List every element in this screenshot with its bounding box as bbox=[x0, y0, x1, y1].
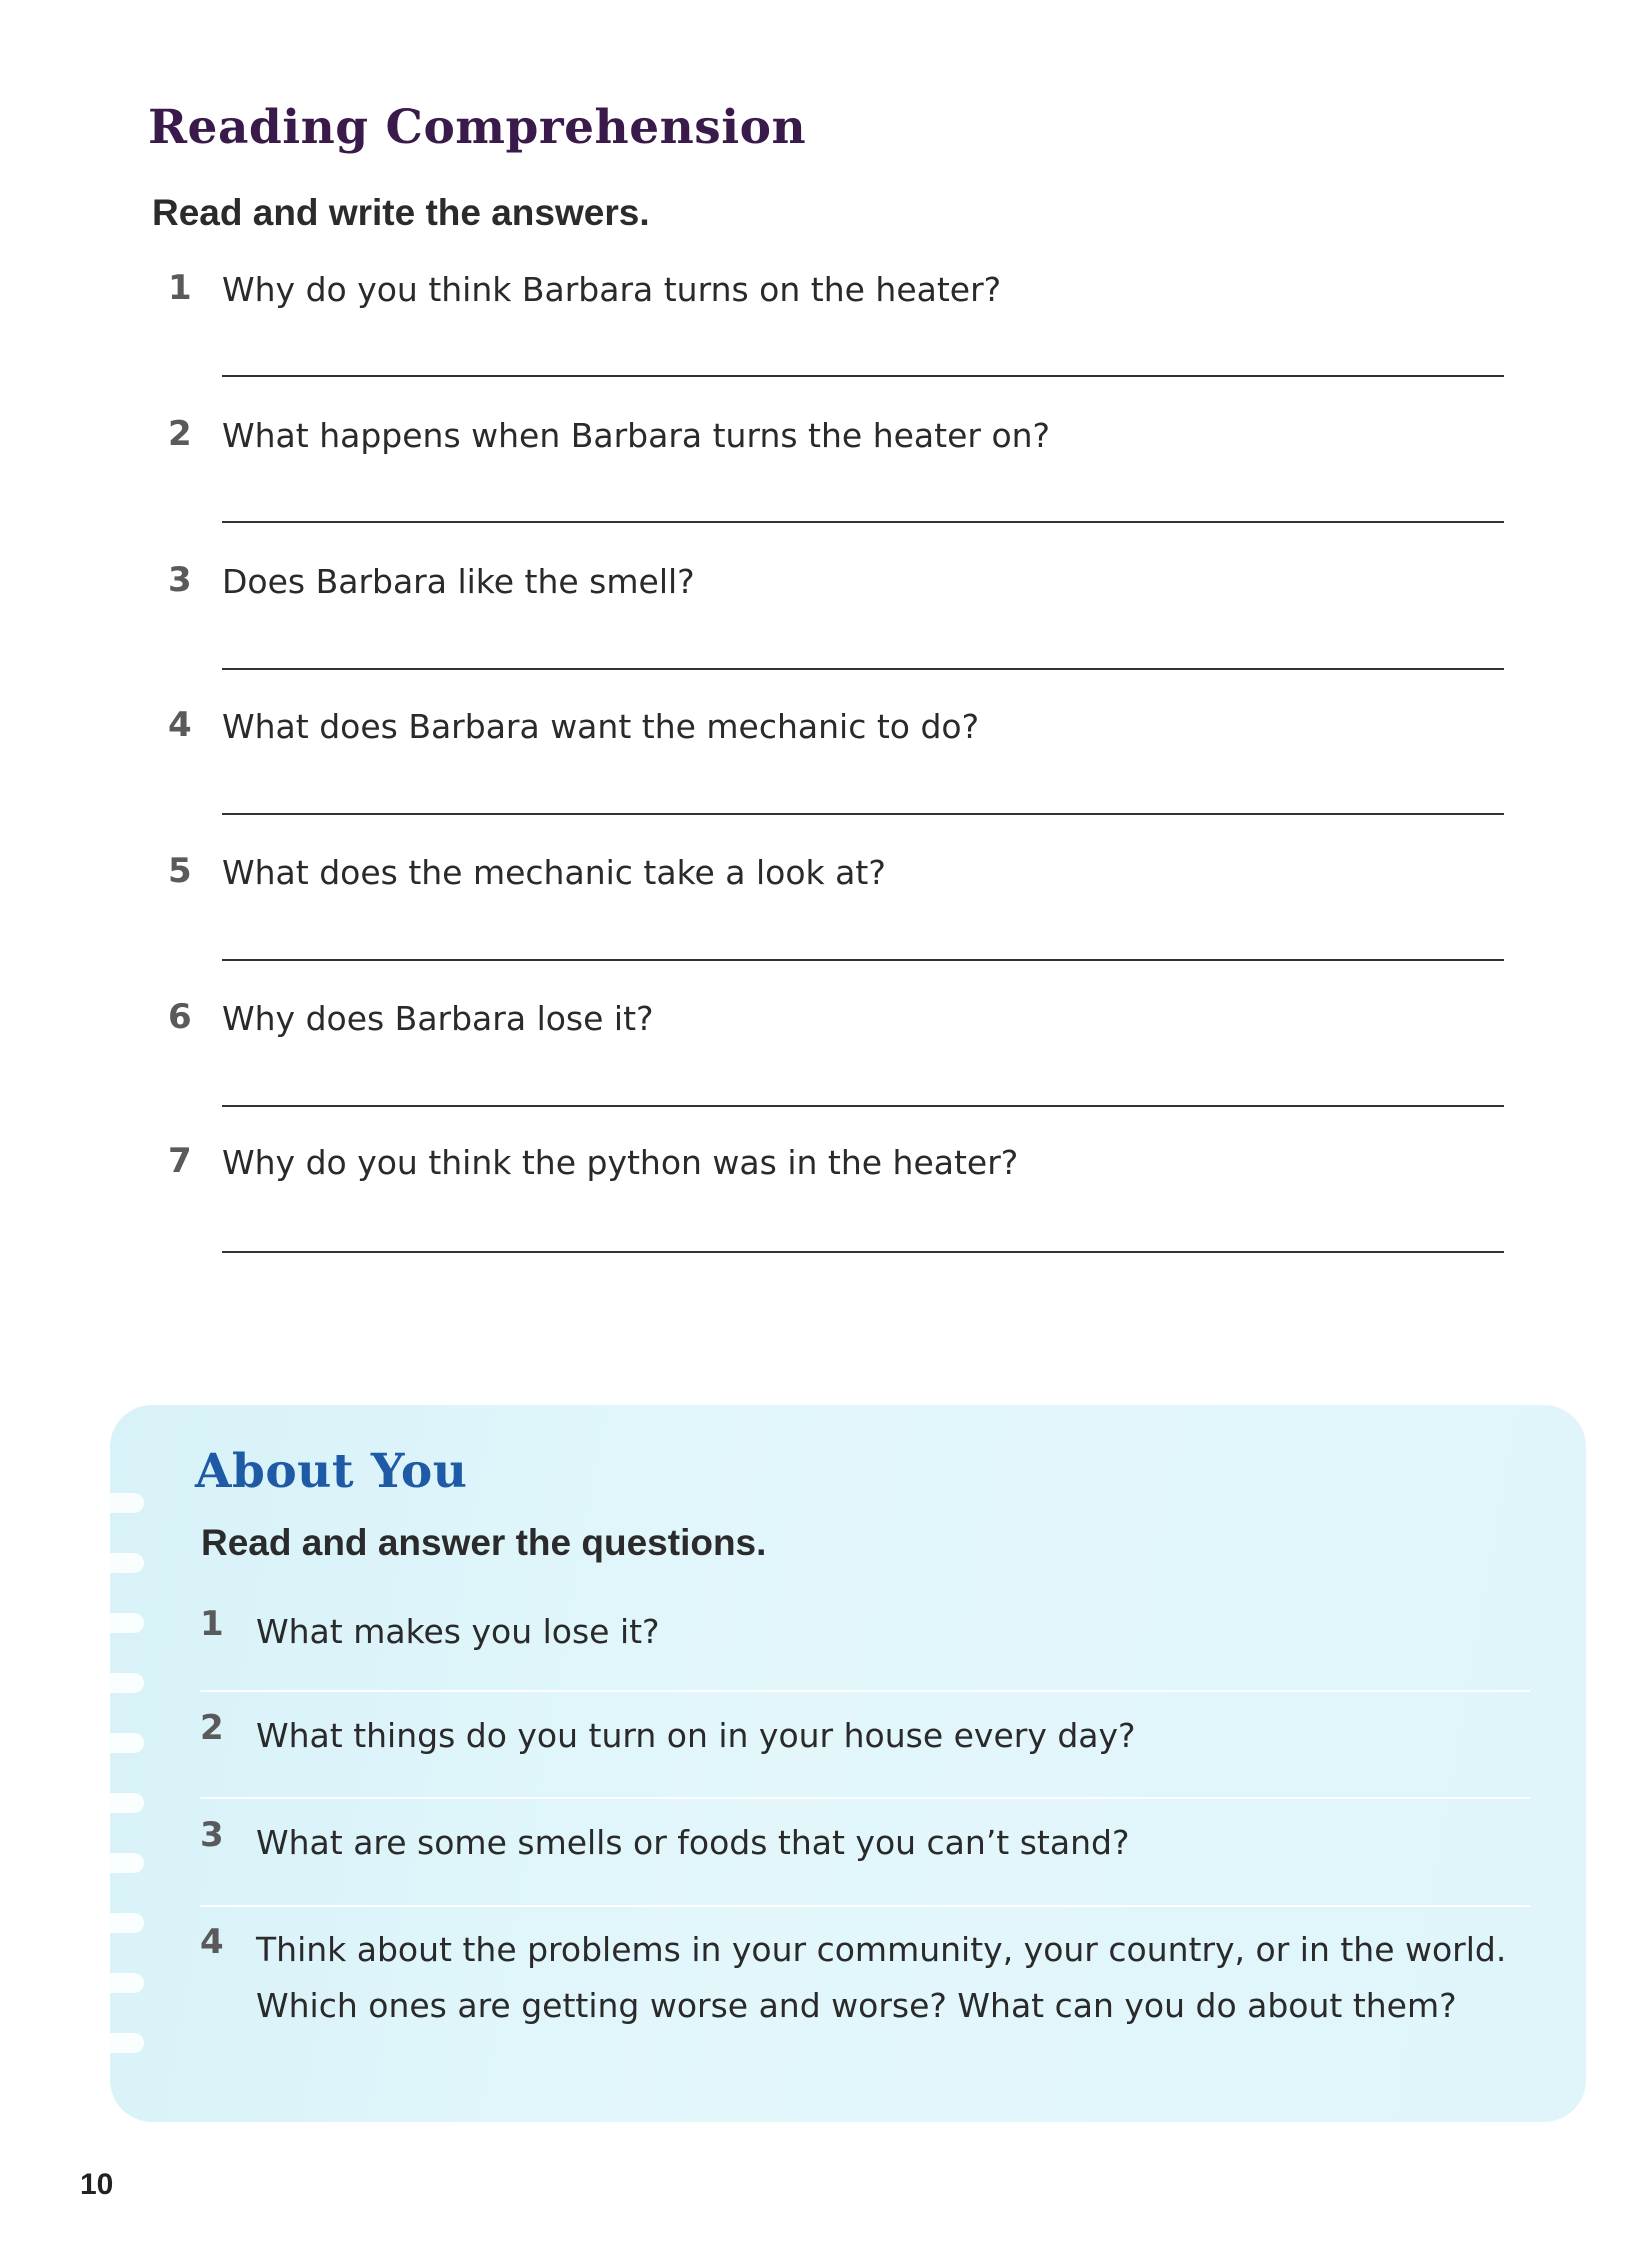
page-number: 10 bbox=[80, 2168, 114, 2201]
question-text: What happens when Barbara turns the heater on? bbox=[222, 416, 1051, 455]
row-divider bbox=[200, 1690, 1530, 1692]
notebook-hole bbox=[104, 1793, 144, 1813]
question-text: Why do you think Barbara turns on the heater? bbox=[222, 270, 1002, 309]
reading-comprehension-instruction: Read and write the answers. bbox=[152, 192, 650, 233]
question-text: What are some smells or foods that you can’t stand? bbox=[256, 1823, 1130, 1862]
question-number: 3 bbox=[200, 1815, 224, 1855]
question-number: 2 bbox=[200, 1708, 224, 1748]
question-text: Think about the problems in your community, your country, or in the world. Which ones are getting worse and worse? What can you do about them? bbox=[256, 1930, 1507, 2025]
question-text: Does Barbara like the smell? bbox=[222, 562, 695, 601]
row-divider bbox=[200, 1797, 1530, 1799]
question-number: 6 bbox=[168, 997, 192, 1037]
answer-line[interactable] bbox=[222, 959, 1504, 961]
notebook-hole bbox=[104, 1673, 144, 1693]
notebook-hole bbox=[104, 1553, 144, 1573]
answer-line[interactable] bbox=[222, 521, 1504, 523]
answer-line[interactable] bbox=[222, 1251, 1504, 1253]
question-text: What does the mechanic take a look at? bbox=[222, 853, 886, 892]
question-text: What does Barbara want the mechanic to do? bbox=[222, 707, 980, 746]
notebook-hole bbox=[104, 2033, 144, 2053]
notebook-hole bbox=[104, 1913, 144, 1933]
question-text: Why does Barbara lose it? bbox=[222, 999, 654, 1038]
question-number: 4 bbox=[200, 1922, 224, 1962]
about-you-instruction: Read and answer the questions. bbox=[201, 1522, 767, 1563]
answer-line[interactable] bbox=[222, 668, 1504, 670]
question-text: Why do you think the python was in the heater? bbox=[222, 1143, 1019, 1182]
row-divider bbox=[200, 1905, 1530, 1907]
answer-line[interactable] bbox=[222, 375, 1504, 377]
question-number: 7 bbox=[168, 1141, 192, 1181]
question-text: What things do you turn on in your house every day? bbox=[256, 1716, 1136, 1755]
question-number: 2 bbox=[168, 414, 192, 454]
question-number: 1 bbox=[168, 268, 192, 308]
question-number: 5 bbox=[168, 851, 192, 891]
about-you-title: About You bbox=[195, 1444, 468, 1499]
question-number: 3 bbox=[168, 560, 192, 600]
question-text: What makes you lose it? bbox=[256, 1612, 660, 1651]
answer-line[interactable] bbox=[222, 813, 1504, 815]
notebook-hole bbox=[104, 1613, 144, 1633]
question-number: 4 bbox=[168, 705, 192, 745]
notebook-hole bbox=[104, 1973, 144, 1993]
notebook-hole bbox=[104, 1853, 144, 1873]
notebook-hole bbox=[104, 1493, 144, 1513]
answer-line[interactable] bbox=[222, 1105, 1504, 1107]
reading-comprehension-title: Reading Comprehension bbox=[148, 100, 807, 155]
notebook-hole bbox=[104, 1733, 144, 1753]
question-number: 1 bbox=[200, 1604, 224, 1644]
